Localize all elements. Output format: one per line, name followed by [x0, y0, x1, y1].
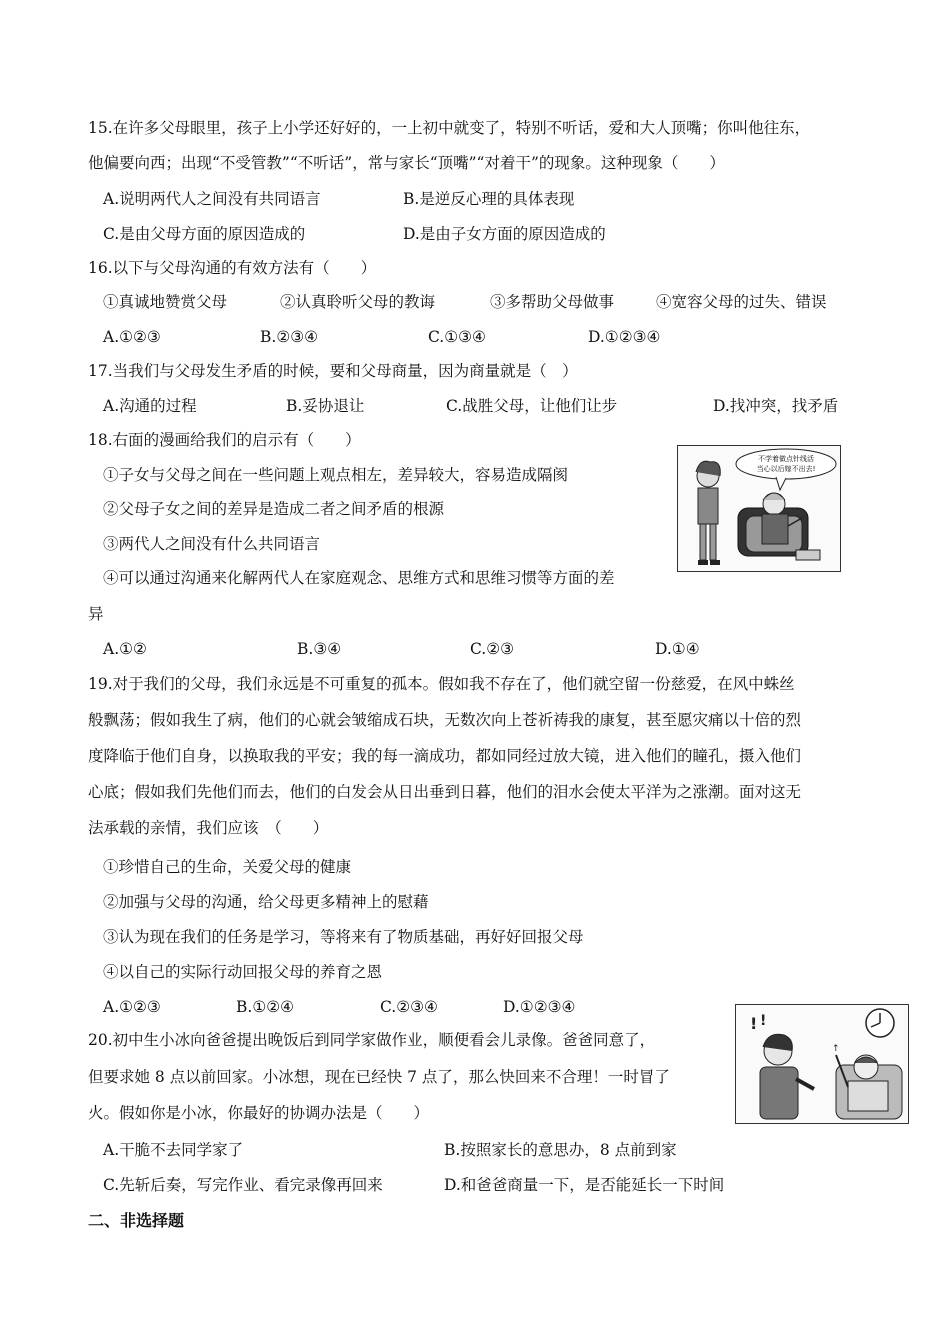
q15-line1: 15.在许多父母眼里，孩子上小学还好好的，一上初中就变了，特别不听话，爱和大人顶嘴；你叫他往东， — [88, 119, 811, 137]
q18-statement-4-cont: 异 — [88, 605, 104, 623]
q20-option-d: D.和爸爸商量一下，是否能延长一下时间 — [444, 1176, 725, 1194]
q16-statement-4: ④宽容父母的过失、错误 — [656, 293, 827, 311]
svg-text:↑: ↑ — [832, 1044, 840, 1054]
q20-cartoon — [735, 1004, 909, 1124]
q19-line3: 度降临于他们自身，以换取我的平安；我的每一滴成功，都如同经过放大镜，进入他们的瞳孔，摄入他们 — [88, 747, 802, 765]
q15-option-b: B.是逆反心理的具体表现 — [403, 190, 575, 208]
q17-option-d: D.找冲突，找矛盾 — [713, 397, 839, 415]
q16-statement-3: ③多帮助父母做事 — [490, 293, 615, 311]
q16-option-d: D.①②③④ — [588, 328, 661, 346]
q18-bubble-line2: 当心以后嫁不出去! — [756, 465, 816, 473]
q20-option-a: A.干脆不去同学家了 — [103, 1141, 244, 1159]
q20-option-c: C.先斩后奏，写完作业、看完录像再回来 — [103, 1176, 383, 1194]
section-heading: 二、非选择题 — [88, 1211, 185, 1230]
q17-option-c: C.战胜父母，让他们让步 — [446, 397, 618, 415]
q15-option-c: C.是由父母方面的原因造成的 — [103, 225, 306, 243]
q19-statement-1: ①珍惜自己的生命，关爱父母的健康 — [103, 858, 352, 876]
q18-statement-2: ②父母子女之间的差异是造成二者之间矛盾的根源 — [103, 500, 445, 518]
q20-line1: 20.初中生小冰向爸爸提出晚饭后到同学家做作业，顺便看会儿录像。爸爸同意了， — [88, 1031, 656, 1049]
q19-option-c: C.②③④ — [380, 998, 438, 1016]
q18-stem: 18.右面的漫画给我们的启示有（ ） — [88, 431, 361, 449]
q15-option-d: D.是由子女方面的原因造成的 — [403, 225, 606, 243]
q17-option-b: B.妥协退让 — [286, 397, 365, 415]
q18-option-d: D.①④ — [655, 640, 700, 658]
q19-line5: 法承载的亲情，我们应该 （ ） — [88, 819, 329, 837]
q19-option-d: D.①②③④ — [503, 998, 576, 1016]
q19-option-a: A.①②③ — [103, 998, 161, 1016]
q18-cartoon — [677, 445, 841, 572]
q19-line4: 心底；假如我们先他们而去，他们的白发会从日出垂到日暮，他们的泪水会使太平洋为之涨潮。面对这无 — [88, 783, 802, 801]
svg-text:!: ! — [760, 1013, 767, 1029]
q15-option-a: A.说明两代人之间没有共同语言 — [103, 190, 321, 208]
q16-option-c: C.①③④ — [428, 328, 486, 346]
q19-statement-3: ③认为现在我们的任务是学习，等将来有了物质基础，再好好回报父母 — [103, 928, 584, 946]
q17-stem: 17.当我们与父母发生矛盾的时候，要和父母商量，因为商量就是（ ） — [88, 362, 578, 380]
q19-line1: 19.对于我们的父母，我们永远是不可重复的孤本。假如我不存在了，他们就空留一份慈爱，在风中蛛丝 — [88, 675, 795, 693]
q17-option-a: A.沟通的过程 — [103, 397, 197, 415]
q18-statement-4: ④可以通过沟通来化解两代人在家庭观念、思维方式和思维习惯等方面的差 — [103, 569, 615, 587]
q18-statement-1: ①子女与父母之间在一些问题上观点相左，差异较大，容易造成隔阂 — [103, 466, 569, 484]
q18-option-b: B.③④ — [297, 640, 342, 658]
q19-statement-2: ②加强与父母的沟通，给父母更多精神上的慰藉 — [103, 893, 429, 911]
q20-option-b: B.按照家长的意思办，8 点前到家 — [444, 1141, 677, 1159]
q19-line2: 般飘荡；假如我生了病，他们的心就会皱缩成石块，无数次向上苍祈祷我的康复，甚至愿灾痛以十倍的烈 — [88, 711, 802, 729]
q15-line2: 他偏要向西；出现“不受管教”“不听话”，常与家长“顶嘴”“对着干”的现象。这种现象（ ） — [88, 154, 725, 172]
q16-stem: 16.以下与父母沟通的有效方法有（ ） — [88, 259, 377, 277]
q18-statement-3: ③两代人之间没有什么共同语言 — [103, 535, 321, 553]
q18-bubble-line1: 不学着做点针线活 — [758, 455, 814, 463]
q16-option-a: A.①②③ — [103, 328, 161, 346]
svg-text:!: ! — [750, 1014, 758, 1033]
q20-line2: 但要求她 8 点以前回家。小冰想，现在已经快 7 点了，那么快回来不合理！一时冒了 — [88, 1068, 670, 1086]
q19-option-b: B.①②④ — [236, 998, 295, 1016]
q18-option-c: C.②③ — [470, 640, 515, 658]
q16-option-b: B.②③④ — [260, 328, 319, 346]
q19-statement-4: ④以自己的实际行动回报父母的养育之恩 — [103, 963, 383, 981]
q18-option-a: A.①② — [103, 640, 147, 658]
q16-statement-2: ②认真聆听父母的教诲 — [280, 293, 436, 311]
q20-line3: 火。假如你是小冰，你最好的协调办法是（ ） — [88, 1104, 430, 1122]
q16-statement-1: ①真诚地赞赏父母 — [103, 293, 228, 311]
